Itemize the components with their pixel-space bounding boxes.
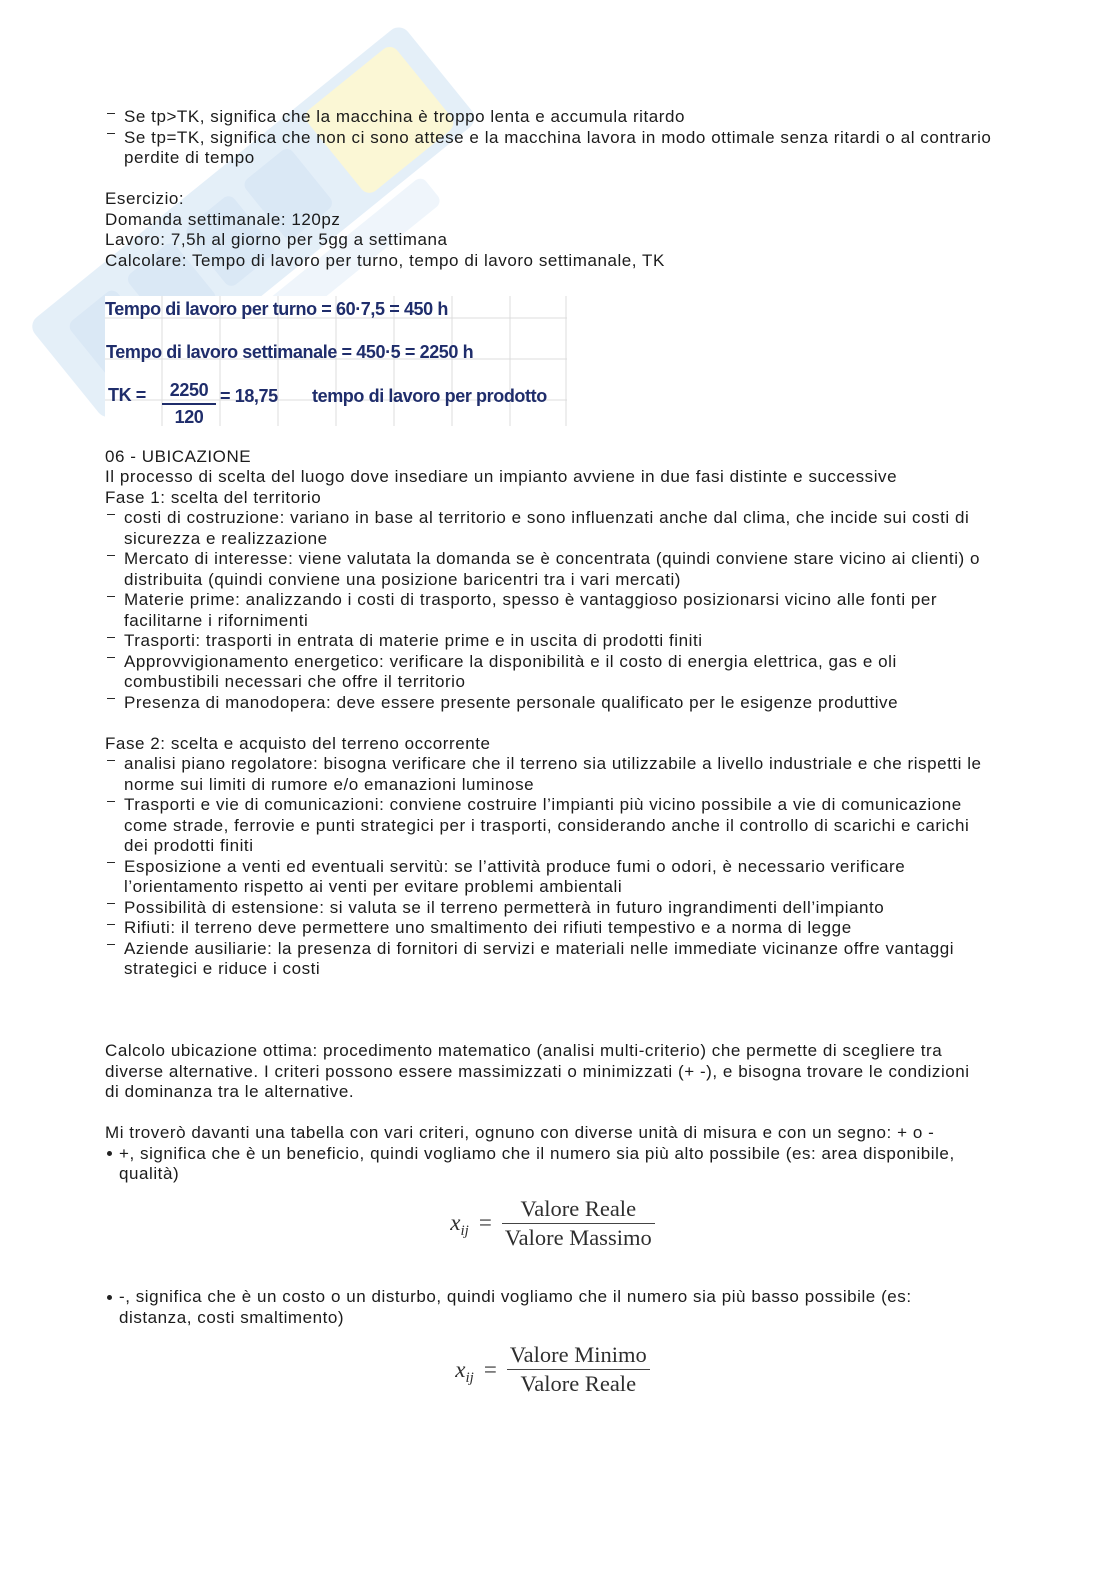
formula-subscript: ij [460,1223,469,1240]
section-intro: Il processo di scelta del luogo dove insediare un impianto avviene in due fasi distinte e successive [105,467,898,486]
dash-bullet-icon [107,944,115,945]
text-line: Se tp=TK, significa che non ci sono attese e la macchina lavora in modo ottimale senza ritardi o al contrario [124,127,992,147]
dash-bullet-icon [107,862,115,863]
text-line: distribuita (quindi conviene una posizione baricentri tra i vari mercati) [124,569,682,589]
text-line: Mercato di interesse: viene valutata la domanda se è concentrata (quindi conviene stare vicino ai clienti) o [124,549,981,568]
benefit-normalization-formula [105,1195,1000,1252]
formula-subscript: ij [465,1369,474,1386]
text-line: dei prodotti finiti [124,836,254,855]
formula-variable [455,1356,474,1384]
text-line: Approvvigionamento energetico: verificare la disponibilità e il costo di energia elettrica, gas e oli [124,651,897,671]
formula-fraction [507,1341,650,1398]
tk-fraction [162,378,216,429]
list-item [105,693,1000,714]
text-line: Possibilità di estensione: si valuta se il terreno permetterà in futuro ingrandimenti dell’impianto [124,897,885,917]
text-line: come strade, ferrovie e punti strategici per i trasporti, considerando anche il controllo di scarichi e carichi [124,815,970,835]
formula-fraction [502,1195,655,1252]
text-line: Rifiuti: il terreno deve permettere uno smaltimento dei rifiuti tempestivo e a norma di legge [124,918,852,937]
text-line: Presenza di manodopera: deve essere presente personale qualificato per le esigenze produttive [124,692,899,712]
exercise-task: Calcolare: Tempo di lavoro per turno, tempo di lavoro settimanale, TK [105,250,665,270]
list-item [105,549,1000,590]
dash-bullet-icon [107,657,115,658]
text-line: costi di costruzione: variano in base al territorio e sono influenzati anche dal clima, che incide sui costi di [124,508,970,527]
list-item [105,107,1000,128]
exercise-demand: Domanda settimanale: 120pz [105,209,341,229]
text-line: norme sui limiti di rumore e/o emanazioni luminose [124,774,535,794]
list-item [105,508,1000,549]
dot-bullet-icon [107,1151,112,1156]
handwritten-solution-image [105,296,567,426]
dot-bullet-icon [107,1295,112,1300]
spacer [105,713,1000,734]
dash-bullet-icon [107,596,115,597]
text-line: Materie prime: analizzando i costi di trasporto, spesso è vantaggioso posizionarsi vicino alle fonti per [124,590,938,609]
tp-tk-list [105,107,1000,169]
criteria-intro: Mi troverò davanti una tabella con vari criteri, ognuno con diverse unità di misura e con un segno: + o - [105,1123,935,1142]
document-page [105,107,1000,1398]
phase1-criteria-list [105,508,1000,713]
list-item [105,898,1000,919]
text-line: Trasporti e vie di comunicazioni: conviene costruire l’impianti più vicino possibile a vie di comunicazione [124,795,962,814]
tk-numerator: 2250 [169,380,209,400]
spacer [105,980,1000,1001]
phase1-title: Fase 1: scelta del territorio [105,487,322,507]
cost-bullet [105,1287,1000,1328]
weekly-time-calculation: Tempo di lavoro settimanale = 450·5 = 2250 h [106,342,474,362]
section-title: 06 - UBICAZIONE [105,446,252,466]
exercise-work: Lavoro: 7,5h al giorno per 5gg a settimana [105,230,448,249]
list-item [105,939,1000,980]
dash-bullet-icon [107,133,115,134]
spacer [105,1021,1000,1042]
dash-bullet-icon [107,924,115,925]
tk-result: = 18,75 [220,386,278,406]
text-line: strategici e riduce i costi [124,959,321,978]
text-line: Aziende ausiliarie: la presenza di fornitori di servizi e materiali nelle immediate vicinanze offre vantaggi [124,938,955,958]
formula-variable-symbol: x [455,1356,466,1382]
shift-time-calculation: Tempo di lavoro per turno = 60·7,5 = 450 h [105,299,448,319]
formula-numerator: Valore Minimo [509,1341,647,1367]
list-item [105,590,1000,631]
list-item [105,128,1000,169]
list-item [105,795,1000,857]
tk-note: tempo di lavoro per prodotto [312,386,547,406]
phase2-title: Fase 2: scelta e acquisto del terreno occorrente [105,733,491,753]
list-item [105,857,1000,898]
text-line: Trasporti: trasporti in entrata di materie prime e in uscita di prodotti finiti [124,631,703,650]
text-line: distanza, costi smaltimento) [119,1307,345,1327]
dash-bullet-icon [107,801,115,802]
tk-denominator: 120 [174,407,204,427]
tk-label: TK = [108,385,146,405]
text-line: di dominanza tra le alternative. [105,1082,355,1101]
phase2-criteria-list [105,754,1000,980]
dash-bullet-icon [107,760,115,761]
benefit-bullet [105,1144,1000,1185]
text-line: analisi piano regolatore: bisogna verificare che il terreno sia utilizzabile a livello industriale e che rispetti le [124,754,982,773]
spacer [105,1103,1000,1124]
text-line: Esposizione a venti ed eventuali servitù: se l’attività produce fumi o odori, è necessario verificare [124,856,906,876]
optimal-location-paragraph [105,1041,1000,1103]
text-line: perdite di tempo [124,148,255,167]
text-line: Calcolo ubicazione ottima: procedimento matematico (analisi multi-criterio) che permette di scegliere tra [105,1041,943,1060]
formula-denominator: Valore Massimo [504,1224,652,1250]
spacer [105,1000,1000,1021]
text-line: +, significa che è un beneficio, quindi vogliamo che il numero sia più alto possibile (es: area disponibile, [119,1143,955,1163]
list-item [105,918,1000,939]
text-line: l’orientamento rispetto ai venti per evitare problemi ambientali [124,877,623,896]
text-line: Se tp>TK, significa che la macchina è troppo lenta e accumula ritardo [124,107,685,126]
dash-bullet-icon [107,903,115,904]
text-line: sicurezza e realizzazione [124,528,328,548]
formula-variable-symbol: x [450,1210,461,1236]
text-line: -, significa che è un costo o un disturbo, quindi vogliamo che il numero sia più basso possibile (es: [119,1287,912,1307]
formula-numerator: Valore Reale [520,1195,637,1221]
formula-denominator: Valore Reale [520,1371,637,1397]
text-line: facilitarne i rifornimenti [124,610,309,630]
formula-equals: = [478,1210,492,1236]
formula-equals: = [483,1356,497,1382]
dash-bullet-icon [107,698,115,699]
dash-bullet-icon [107,514,115,515]
list-item [105,652,1000,693]
list-item [105,631,1000,652]
text-line: diverse alternative. I criteri possono essere massimizzati o minimizzati (+ -), e bisogna trovare le condizioni [105,1061,970,1081]
text-line: qualità) [119,1164,180,1183]
dash-bullet-icon [107,555,115,556]
dash-bullet-icon [107,637,115,638]
dash-bullet-icon [107,113,115,114]
exercise-heading: Esercizio: [105,189,185,208]
formula-variable [450,1209,469,1240]
list-item [105,754,1000,795]
cost-normalization-formula [105,1341,1000,1398]
text-line: combustibili necessari che offre il territorio [124,672,466,691]
spacer [105,169,1000,190]
